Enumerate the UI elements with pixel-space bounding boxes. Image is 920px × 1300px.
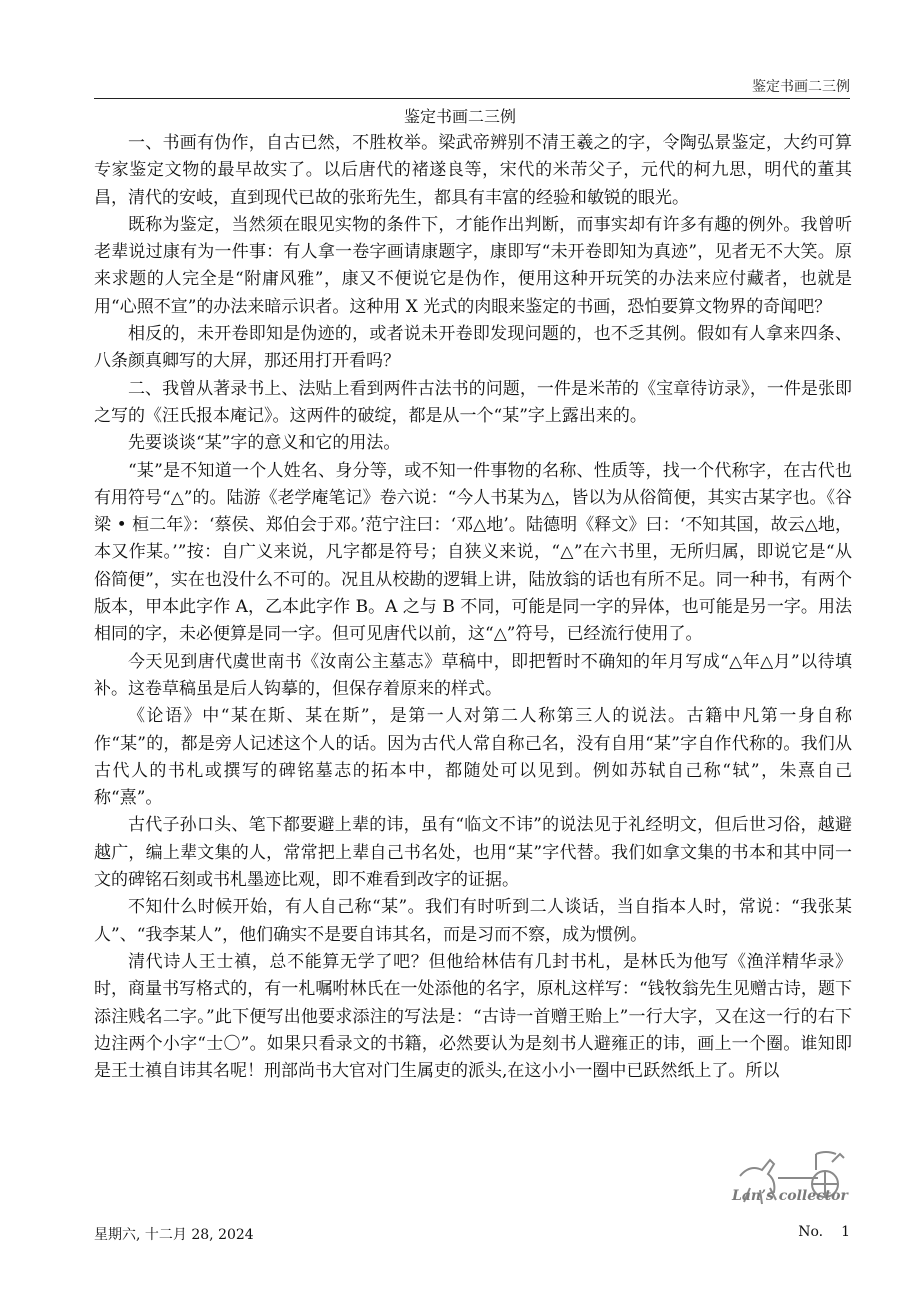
header-divider xyxy=(94,98,850,99)
paragraph: 《论语》中“某在斯、某在斯”，是第一人对第二人称第三人的说法。古籍中凡第一身自称作“某”的，都是旁人记述这个人的话。因为古代人常自称己名，没有自用“某”字自作代称的。我们从古代人的书札或撰写的碑铭墓志的拓本中，都随处可以见到。例如苏轼自己称“轼”，朱熹自己称“熹”。 xyxy=(94,706,852,809)
paragraph: 二、我曾从著录书上、法贴上看到两件古法书的问题，一件是米芾的《宝章待访录》，一件是张即之写的《汪氏报本庵记》。这两件的破绽，都是从一个“某”字上露出来的。 xyxy=(94,378,852,426)
paragraph: 古代子孙口头、笔下都要避上辈的讳，虽有“临文不讳”的说法见于礼经明文，但后世习俗，越避越广，编上辈文集的人，常常把上辈自己书名处，也用“某”字代替。我们如拿文集的书本和其中同一文的碑铭石刻或书札墨迹比观，即不难看到改字的证据。 xyxy=(94,815,852,891)
paragraph: 今天见到唐代虞世南书《汝南公主墓志》草稿中，即把暂时不确知的年月写成“△年△月”以待填补。这卷草稿虽是后人钩摹的，但保存着原来的样式。 xyxy=(94,651,852,699)
paragraph: 既称为鉴定，当然须在眼见实物的条件下，才能作出判断，而事实却有许多有趣的例外。我曾听老辈说过康有为一件事：有人拿一卷字画请康题字，康即写“未开卷即知为真迹”，见者无不大笑。原来求题的人完全是“附庸风雅”，康又不便说它是伪作，便用这种开玩笑的办法来应付藏者，也就是用“心照不宣”的办法来暗示识者。这种用 X 光式的肉眼来鉴定的书画，恐怕要算文物界的奇闻吧？ xyxy=(94,214,852,317)
paragraph: “某”是不知道一个人姓名、身分等，或不知一件事物的名称、性质等，找一个代称字，在古代也有用符号“△”的。陆游《老学庵笔记》卷六说：“今人书某为△，皆以为从俗简便，其实古某字也。《谷梁 • 桓二年》：‘蔡侯、郑伯会于邓。’范宁注曰：‘邓△地’。陆德明《释文》曰：‘不知其国，故云△地，本又作某。’”按：自广义来说，凡字都是符号；自狭义来说，“△”在六书里，无所归属，即说它是“从俗简便”，实在也没什么不可的。况且从校勘的逻辑上讲，陆放翁的话也有所不足。同一种书，有两个版本，甲本此字作 A，乙本此字作 B。A 之与 B 不同，可能是同一字的异体，也可能是另一字。用法相同的字，未必便算是同一字。但可见唐代以前，这“△”符号，已经流行使用了。 xyxy=(94,460,852,645)
footer-page-number xyxy=(798,1224,850,1240)
document-title: 鉴定书画二三例 xyxy=(403,107,516,126)
page-number: 1 xyxy=(841,1224,850,1240)
document-body xyxy=(94,130,852,1085)
paragraph: 先要谈谈“某”字的意义和它的用法。 xyxy=(128,433,401,454)
page-label: No. xyxy=(798,1224,824,1240)
paragraph: 不知什么时候开始，有人自己称“某”。我们有时听到二人谈话，当自指本人时，常说：“我张某人”、“我李某人”，他们确实不是要自讳其名，而是习而不察，成为惯例。 xyxy=(94,897,852,945)
paragraph-last: 清代诗人王士禛，总不能算无学了吧？但他给林佶有几封书札，是林氏为他写《渔洋精华录》时，商量书写格式的，有一札嘱咐林氏在一处添他的名字，原札这样写：“钱牧翁先生见赠古诗，题下添注贱名二字。”此下便写出他要求添注的写法是：“古诗一首赠王贻上”一行大字，又在这一行的右下边注两个小字“士〇”。如果只看录文的书籍，必然要认为是刻书人避雍正的讳，画上一个圈。谁知即是王士禛自讳其名呢！刑部尚书大官对门生属吏的派头,在这小小一圈中已跃然纸上了。所以 xyxy=(94,951,852,1082)
footer-date: 星期六, 十二月 28, 2024 xyxy=(94,1227,254,1243)
paragraph: 一、书画有伪作，自古已然，不胜枚举。梁武帝辨别不清王羲之的字，令陶弘景鉴定，大约可算专家鉴定文物的最早故实了。以后唐代的褚遂良等，宋代的米芾父子，元代的柯九思，明代的董其昌，清代的安岐，直到现代已故的张珩先生，都具有丰富的经验和敏锐的眼光。 xyxy=(94,133,852,208)
paragraph: 相反的，未开卷即知是伪迹的，或者说未开卷即发现问题的，也不乏其例。假如有人拿来四条、八条颜真卿写的大屏，那还用打开看吗？ xyxy=(94,324,852,372)
running-header-title: 鉴定书画二三例 xyxy=(752,79,850,95)
watermark-caption: Lan’s collector xyxy=(732,1188,848,1204)
